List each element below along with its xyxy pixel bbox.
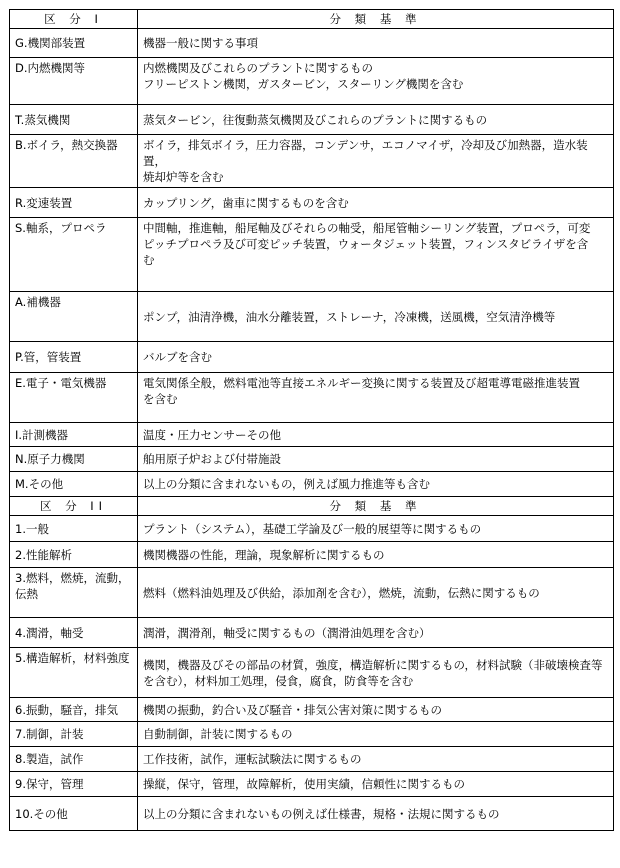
category-code: P.管，管装置 [10,342,138,373]
category-description: 機関の振動，釣合い及び騒音・排気公害対策に関するもの [138,698,614,722]
category-description: バルブを含む [138,342,614,373]
category-code: B.ボイラ，熱交換器 [10,135,138,188]
category-description: 蒸気タービン，往復動蒸気機関及びこれらのプラントに関するもの [138,105,614,135]
category-code: 6.振動，騒音，排気 [10,698,138,722]
category-code: 9.保守，管理 [10,772,138,797]
category-code: G.機関部装置 [10,29,138,58]
category-code: 10.その他 [10,797,138,831]
table-row [10,342,614,373]
section-2 [10,497,614,831]
category-code: N.原子力機関 [10,447,138,472]
category-code: I.計測機器 [10,423,138,447]
table-row [10,292,614,342]
category-description: 以上の分類に含まれないもの，例えば風力推進等も含む [138,472,614,497]
section-1-header [10,10,614,29]
category-description: 潤滑，潤滑剤，軸受に関するもの（潤滑油処理を含む） [138,618,614,648]
category-description: 機関，機器及びその部品の材質，強度，構造解析に関するもの，材料試験（非破壊検査等 を含む），材料加工処理，侵食，腐食，防食等を含む [138,648,614,698]
category-description: カップリング，歯車に関するものを含む [138,188,614,218]
category-code: E.電子・電気機器 [10,373,138,423]
category-code: A.補機器 [10,292,138,342]
category-description: 操縦，保守，管理，故障解析，使用実績，信頼性に関するもの [138,772,614,797]
category-code: 3.燃料，燃焼，流動，伝熱 [10,568,138,618]
table-row [10,29,614,58]
table-row [10,648,614,698]
category-description: 電気関係全般，燃料電池等直接エネルギー変換に関する装置及び超電導電磁推進装置 を含む [138,373,614,423]
table-row [10,797,614,831]
section-2-col1-header: 区 分 II [10,497,138,516]
category-description: 中間軸，推進軸，船尾軸及びそれらの軸受，船尾管軸シーリング装置，プロペラ，可変 ピッチプロペラ及び可変ピッチ装置，ウォータジェット装置，フィンスタビライザを含 む [138,218,614,292]
section-1-col2-header: 分 類 基 準 [138,10,614,29]
classification-table [9,9,614,831]
category-code: D.内燃機関等 [10,58,138,105]
category-description: 温度・圧力センサーその他 [138,423,614,447]
category-description: 以上の分類に含まれないもの例えば仕様書，規格・法規に関するもの [138,797,614,831]
category-code: 2.性能解析 [10,542,138,568]
category-code: R.変速装置 [10,188,138,218]
table-row [10,618,614,648]
section-1 [10,10,614,497]
section-2-header [10,497,614,516]
table-row [10,568,614,618]
table-row [10,105,614,135]
table-row [10,58,614,105]
table-row [10,698,614,722]
category-code: 1.一般 [10,516,138,542]
category-code: 4.潤滑，軸受 [10,618,138,648]
category-description: 自動制御，計装に関するもの [138,722,614,747]
table-row [10,722,614,747]
category-description: 機関機器の性能，理論，現象解析に関するもの [138,542,614,568]
category-description: 機器一般に関する事項 [138,29,614,58]
table-row [10,472,614,497]
section-1-col1-header: 区 分 I [10,10,138,29]
category-code: M.その他 [10,472,138,497]
category-description: 工作技術，試作，運転試験法に関するもの [138,747,614,772]
table-row [10,218,614,292]
table-row [10,447,614,472]
table-row [10,423,614,447]
category-description: ポンプ，油清浄機，油水分離装置，ストレーナ，冷凍機，送風機，空気清浄機等 [138,292,614,342]
category-description: 燃料（燃料油処理及び供給，添加剤を含む），燃焼，流動，伝熱に関するもの [138,568,614,618]
table-row [10,373,614,423]
category-code: 8.製造，試作 [10,747,138,772]
category-code: 7.制御，計装 [10,722,138,747]
table-row [10,747,614,772]
section-2-col2-header: 分 類 基 準 [138,497,614,516]
category-description: 内燃機関及びこれらのプラントに関するもの フリーピストン機関，ガスタービン，スターリング機関を含む [138,58,614,105]
table-row [10,188,614,218]
category-description: ボイラ，排気ボイラ，圧力容器，コンデンサ，エコノマイザ，冷却及び加熱器，造水装置， 焼却炉等を含む [138,135,614,188]
category-code: T.蒸気機関 [10,105,138,135]
category-code: 5.構造解析，材料強度 [10,648,138,698]
category-code: S.軸系，プロペラ [10,218,138,292]
category-description: 舶用原子炉および付帯施設 [138,447,614,472]
table-row [10,542,614,568]
table-row [10,516,614,542]
table-row [10,772,614,797]
table-row [10,135,614,188]
category-description: プラント（システム），基礎工学論及び一般的展望等に関するもの [138,516,614,542]
